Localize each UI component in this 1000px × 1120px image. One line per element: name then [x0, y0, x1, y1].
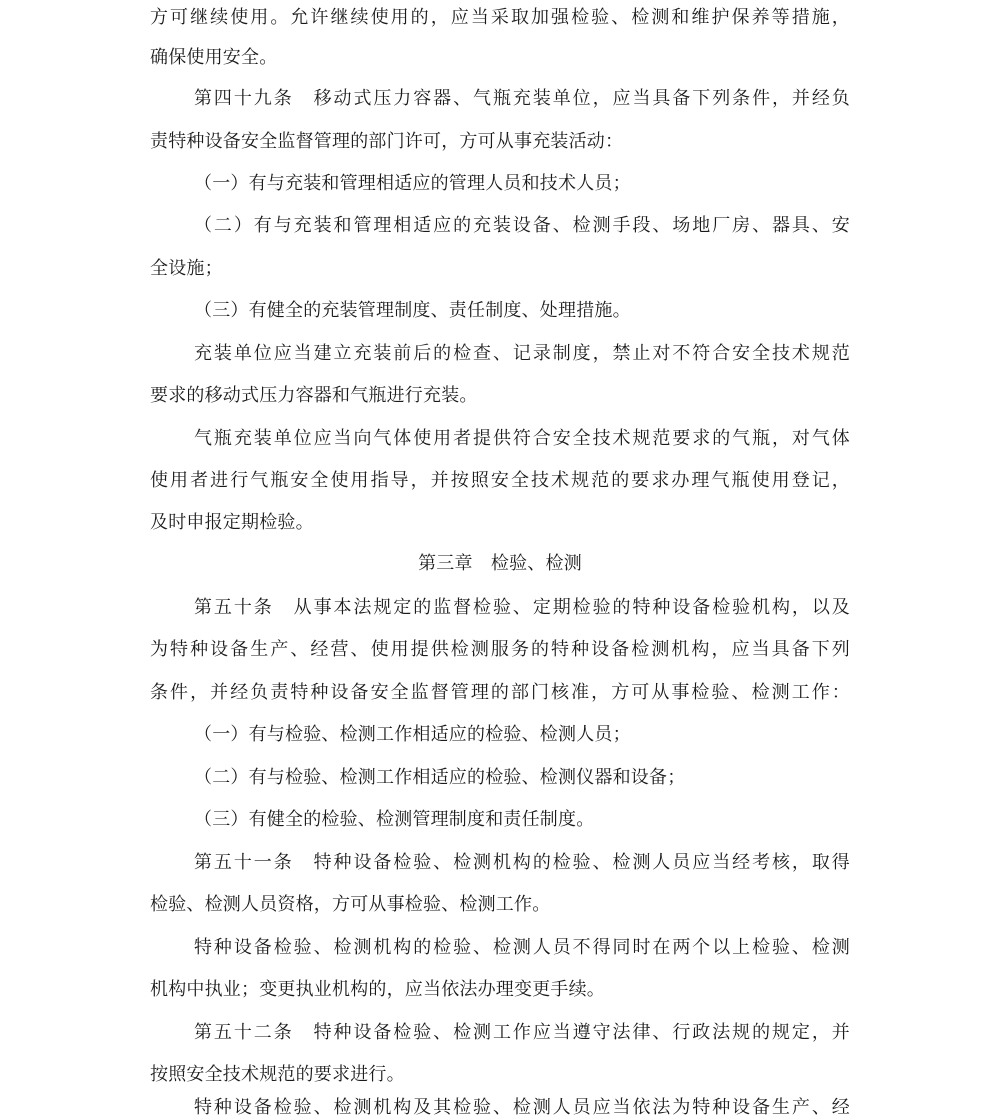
list-item: （一）有与充装和管理相适应的管理人员和技术人员；	[194, 173, 631, 194]
text-line: 全设施；	[150, 258, 223, 279]
list-item: （二）有与检验、检测工作相适应的检验、检测仪器和设备；	[194, 767, 686, 788]
text-line: 条件，并经负责特种设备安全监督管理的部门核准，方可从事检验、检测工作：	[150, 682, 850, 703]
article-50-heading-line: 第五十条 从事本法规定的监督检验、定期检验的特种设备检验机构，以及	[194, 597, 850, 618]
list-item: （三）有健全的检验、检测管理制度和责任制度。	[194, 809, 595, 830]
text-line: 确保使用安全。	[150, 47, 278, 68]
list-item: （三）有健全的充装管理制度、责任制度、处理措施。	[194, 300, 631, 321]
text-line: 检验、检测人员资格，方可从事检验、检测工作。	[150, 894, 551, 915]
list-item: （一）有与检验、检测工作相适应的检验、检测人员；	[194, 724, 631, 745]
paragraph-line: 特种设备检验、检测机构及其检验、检测人员应当依法为特种设备生产、经	[194, 1097, 850, 1118]
text-line: 方可继续使用。允许继续使用的，应当采取加强检验、检测和维护保养等措施，	[150, 7, 850, 28]
paragraph-line: 充装单位应当建立充装前后的检查、记录制度，禁止对不符合安全技术规范	[194, 343, 850, 364]
text-line: 按照安全技术规范的要求进行。	[150, 1064, 405, 1085]
article-51-heading-line: 第五十一条 特种设备检验、检测机构的检验、检测人员应当经考核，取得	[194, 852, 850, 873]
paragraph-line: 气瓶充装单位应当向气体使用者提供符合安全技术规范要求的气瓶，对气体	[194, 428, 850, 449]
article-49-heading-line: 第四十九条 移动式压力容器、气瓶充装单位，应当具备下列条件，并经负	[194, 88, 850, 109]
chapter-heading: 第三章 检验、检测	[418, 553, 582, 574]
text-line: 机构中执业；变更执业机构的，应当依法办理变更手续。	[150, 979, 605, 1000]
paragraph-line: 特种设备检验、检测机构的检验、检测人员不得同时在两个以上检验、检测	[194, 937, 850, 958]
text-line: 使用者进行气瓶安全使用指导，并按照安全技术规范的要求办理气瓶使用登记，	[150, 470, 850, 491]
text-line: 责特种设备安全监督管理的部门许可，方可从事充装活动：	[150, 131, 624, 152]
text-line: 及时申报定期检验。	[150, 512, 314, 533]
text-line: 要求的移动式压力容器和气瓶进行充装。	[150, 385, 478, 406]
text-line: 为特种设备生产、经营、使用提供检测服务的特种设备检测机构，应当具备下列	[150, 639, 850, 660]
list-item: （二）有与充装和管理相适应的充装设备、检测手段、场地厂房、器具、安	[194, 215, 850, 236]
article-52-heading-line: 第五十二条 特种设备检验、检测工作应当遵守法律、行政法规的规定，并	[194, 1022, 850, 1043]
